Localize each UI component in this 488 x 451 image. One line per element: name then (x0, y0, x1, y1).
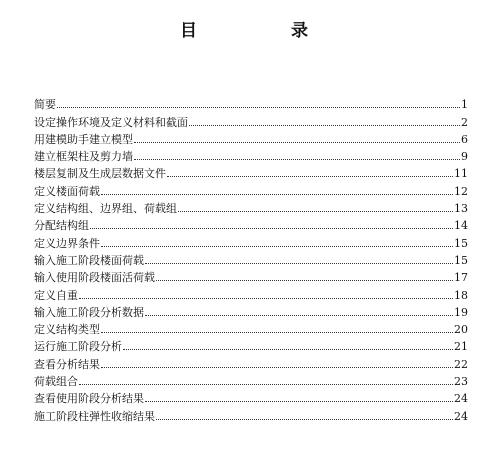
toc-entry-label: 定义自重 (34, 288, 78, 302)
toc-entry[interactable] (34, 198, 468, 215)
toc-entry[interactable] (34, 267, 468, 284)
toc-entry-label: 定义结构类型 (34, 323, 100, 337)
toc-entry-page: 11 (454, 167, 468, 181)
toc-entry-label: 定义边界条件 (34, 236, 100, 250)
toc-leader-dots (90, 227, 453, 229)
page-title: 目 录 (180, 21, 352, 41)
toc-entry-page: 15 (454, 236, 468, 250)
toc-entry[interactable] (34, 405, 468, 422)
toc-entry-page: 6 (461, 132, 468, 146)
toc-entry-page: 22 (454, 357, 468, 371)
toc-entry[interactable] (34, 129, 468, 146)
toc-entry[interactable] (34, 94, 468, 111)
toc-entry-page: 24 (454, 409, 468, 423)
toc-entry-label: 运行施工阶段分析 (34, 340, 122, 354)
toc-leader-dots (134, 158, 460, 160)
toc-entry[interactable] (34, 319, 468, 336)
toc-entry-label: 定义结构组、边界组、荷载组 (34, 202, 177, 216)
toc-leader-dots (156, 279, 453, 281)
toc-entry-label: 用建模助手建立模型 (34, 132, 133, 146)
toc-entry-page: 21 (454, 340, 468, 354)
toc-leader-dots (79, 297, 453, 299)
table-of-contents (34, 94, 468, 423)
toc-leader-dots (123, 348, 453, 350)
toc-entry-label: 施工阶段柱弹性收缩结果 (34, 409, 155, 423)
toc-entry-page: 23 (454, 375, 468, 389)
toc-entry-page: 20 (454, 323, 468, 337)
toc-entry-page: 17 (454, 271, 468, 285)
toc-leader-dots (145, 314, 453, 316)
toc-leader-dots (101, 245, 453, 247)
toc-leader-dots (178, 210, 453, 212)
toc-leader-dots (167, 175, 453, 177)
toc-leader-dots (79, 383, 453, 385)
toc-leader-dots (145, 400, 453, 402)
toc-entry-page: 14 (454, 219, 468, 233)
toc-entry[interactable] (34, 111, 468, 128)
toc-entry[interactable] (34, 215, 468, 232)
toc-entry-label: 输入施工阶段分析数据 (34, 305, 144, 319)
toc-entry[interactable] (34, 302, 468, 319)
toc-entry-page: 15 (454, 253, 468, 267)
toc-leader-dots (134, 141, 460, 143)
toc-entry-label: 分配结构组 (34, 219, 89, 233)
toc-entry-label: 定义楼面荷载 (34, 184, 100, 198)
toc-entry-label: 简要 (34, 98, 56, 112)
toc-entry-label: 输入使用阶段楼面活荷载 (34, 271, 155, 285)
toc-entry-page: 9 (461, 150, 468, 164)
toc-entry-label: 查看使用阶段分析结果 (34, 392, 144, 406)
toc-entry[interactable] (34, 163, 468, 180)
toc-entry[interactable] (34, 336, 468, 353)
toc-entry-label: 查看分析结果 (34, 357, 100, 371)
toc-leader-dots (189, 124, 460, 126)
toc-entry[interactable] (34, 180, 468, 197)
toc-entry-label: 楼层复制及生成层数据文件 (34, 167, 166, 181)
toc-entry[interactable] (34, 353, 468, 370)
toc-entry[interactable] (34, 284, 468, 301)
toc-entry[interactable] (34, 388, 468, 405)
toc-entry-label: 建立框架柱及剪力墙 (34, 150, 133, 164)
toc-entry[interactable] (34, 146, 468, 163)
toc-entry-page: 1 (461, 98, 468, 112)
toc-leader-dots (156, 418, 453, 420)
toc-leader-dots (57, 106, 460, 108)
toc-leader-dots (101, 193, 453, 195)
toc-entry-label: 设定操作环境及定义材料和截面 (34, 115, 188, 129)
toc-entry-label: 荷载组合 (34, 375, 78, 389)
toc-entry-page: 19 (454, 305, 468, 319)
toc-entry-label: 输入施工阶段楼面荷载 (34, 253, 144, 267)
toc-leader-dots (145, 262, 453, 264)
toc-leader-dots (101, 331, 453, 333)
toc-entry[interactable] (34, 250, 468, 267)
toc-entry-page: 18 (454, 288, 468, 302)
toc-entry[interactable] (34, 232, 468, 249)
toc-entry-page: 13 (454, 202, 468, 216)
toc-entry-page: 2 (461, 115, 468, 129)
toc-entry-page: 24 (454, 392, 468, 406)
toc-entry-page: 12 (454, 184, 468, 198)
toc-leader-dots (101, 366, 453, 368)
toc-entry[interactable] (34, 371, 468, 388)
